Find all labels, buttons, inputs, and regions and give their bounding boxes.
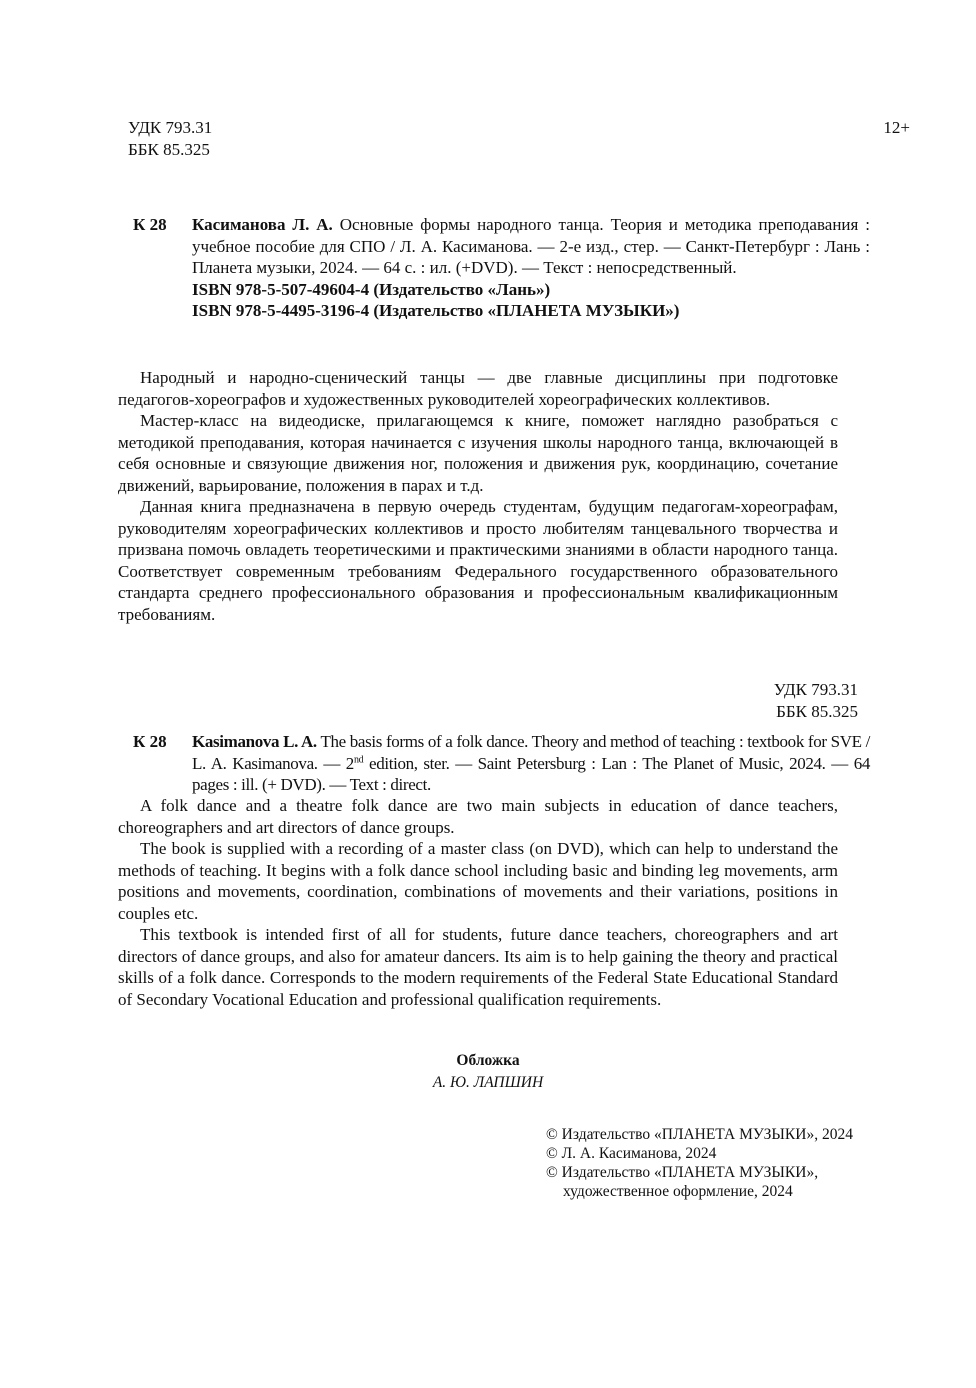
entry-description-ru: Основные формы народного танца. Теория и методика преподавания : учебное пособие для СПО / Л. А. Касиманова. — 2-е изд., стер. — Санкт-Петербург : Лань : Планета музыки, 2024. — 64 с. : ил. (+DVD). — Текст : непосредственный. (192, 215, 871, 277)
entry-description-en-cont: edition, ster. — Saint Petersburg : Lan : The Planet of Music, 2024. — 64 pages : ill. (+ DVD). — Text : direct. (192, 753, 870, 794)
entry-description-en: The basis forms of a folk dance. Theory and method of teaching : textbook for SVE / L. A. Kasimanova. — 2 (192, 732, 870, 773)
author-sign-ru: К 28 (133, 215, 167, 234)
copyright-block (546, 1125, 876, 1201)
abstract-ru (118, 367, 838, 625)
udk-code-en: УДК 793.31 (773, 680, 858, 699)
author-name-en: Kasimanova L. A. (192, 732, 317, 751)
abstract-en (118, 795, 838, 1010)
cover-label: Обложка (456, 1052, 520, 1069)
bbk-code: ББК 85.325 (128, 139, 210, 159)
copyright-line: © Л. А. Касиманова, 2024 (546, 1145, 717, 1162)
abstract-en-paragraph: A folk dance and a theatre folk dance are two main subjects in education of dance teachers, choreographers and art directors of dance groups. (118, 796, 838, 837)
author-name-ru: Касиманова Л. А. (192, 215, 333, 234)
copyright-line: © Издательство «ПЛАНЕТА МУЗЫКИ», (546, 1164, 819, 1181)
abstract-ru-paragraph: Народный и народно-сценический танцы — две главные дисциплины при подготовке педагогов-хореографов и художественных руководителей хореографических коллективов. (118, 368, 838, 409)
copyright-line: художественное оформление, 2024 (563, 1183, 793, 1200)
isbn-lan: ISBN 978-5-507-49604-4 (Издательство «Лань») (192, 279, 551, 299)
abstract-en-paragraph: The book is supplied with a recording of a master class (on DVD), which can help to understand the methods of teaching. It begins with a folk dance school including basic and binding leg movements, arm positions and movements, coordination, combinations of movements and their variations, positions in couples etc. (118, 839, 838, 923)
isbn-planet: ISBN 978-5-4495-3196-4 (Издательство «ПЛАНЕТА МУЗЫКИ») (192, 301, 680, 320)
abstract-ru-paragraph: Мастер-класс на видеодиске, прилагающемся к книге, поможет наглядно разобраться с методикой преподавания, которая начинается с изучения школы народного танца, включающей в себя основные и связующие движения ног, положения и движения рук, координацию, сочетание движений, варьирование, положения в парах и т.д. (118, 411, 838, 495)
author-sign-en: К 28 (133, 732, 167, 751)
classification-block (128, 117, 212, 160)
cover-credit (0, 1050, 976, 1093)
copyright-line: © Издательство «ПЛАНЕТА МУЗЫКИ», 2024 (546, 1126, 853, 1143)
udk-code: УДК 793.31 (128, 118, 213, 137)
ordinal-suffix: nd (353, 753, 364, 765)
age-rating: 12+ (883, 118, 910, 137)
classification-block-en (774, 679, 858, 722)
bibliographic-entry-en (192, 731, 870, 796)
abstract-ru-paragraph: Данная книга предназначена в первую очередь студентам, будущим педагогам-хореографам, руководителям хореографических коллективов и просто любителям танцевального творчества и призвана помочь овладеть теоретическими и практическими знаниями в области народного танца. Соответствует современным требованиям Федерального государственного образовательного стандарта среднего профессионального образования и профессиональным квалификационным требованиям. (118, 497, 838, 624)
bbk-code-en: ББК 85.325 (776, 701, 858, 721)
abstract-en-paragraph: This textbook is intended first of all for students, future dance teachers, choreographers and art directors of dance groups, and also for amateur dancers. Its aim is to help gaining the theory and practical skills of a folk dance. Corresponds to the modern requirements of the Federal State Educational Standard of Secondary Vocational Education and professional qualification requirements. (118, 925, 838, 1009)
bibliographic-entry-ru (192, 214, 870, 322)
cover-designer: А. Ю. ЛАПШИН (432, 1073, 544, 1091)
